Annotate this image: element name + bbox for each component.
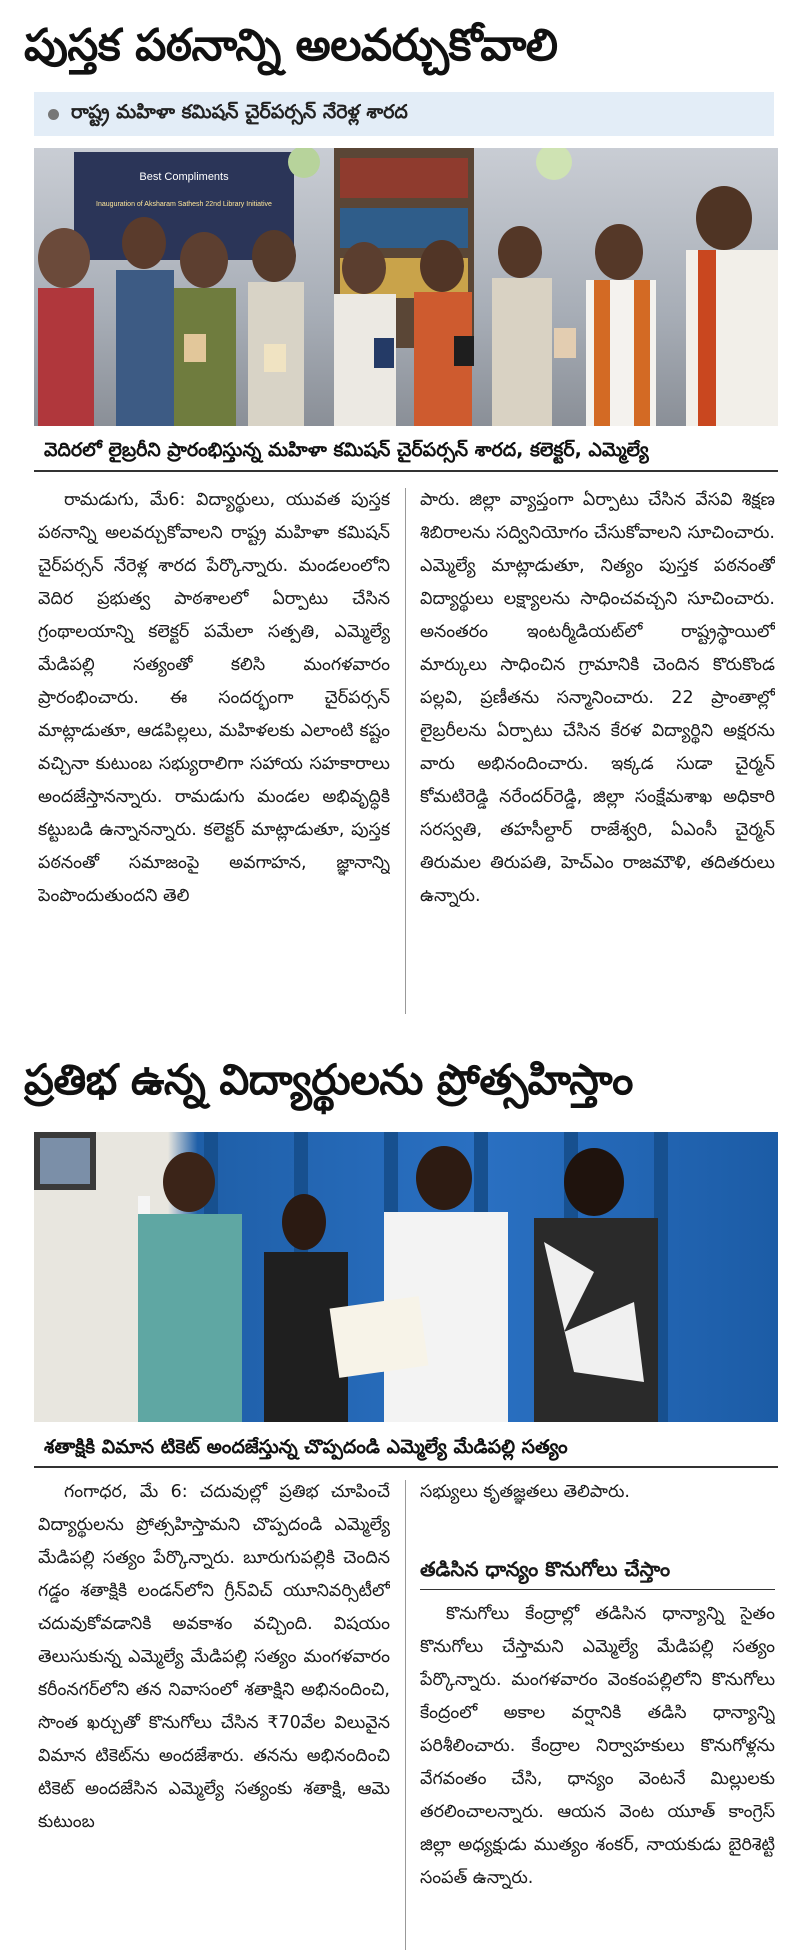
article2-photo (34, 1132, 778, 1422)
article2-photo-caption: శతాక్షికి విమాన టికెట్ అందజేస్తున్న చొప్పదండి ఎమ్మెల్యే మేడిపల్లి సత్యం (34, 1430, 778, 1468)
article2-column-1-text: గంగాధర, మే 6: చదువుల్లో ప్రతిభ చూపించే విద్యార్థులను ప్రోత్సహిస్తామని చొప్పదండి ఎమ్మెల్యే మేడిపల్లి సత్యం పేర్కొన్నారు. బూరుగుపల్లికి చెందిన గడ్డం శతాక్షికి లండన్‌లోని గ్రీన్‌విచ్ యూనివర్సిటీలో చదువుకోవడానికి అవకాశం వచ్చింది. విషయం తెలుసుకున్న ఎమ్మెల్యే మేడిపల్లి సత్యం మంగళవారం కరీంనగర్‌లోని తన నివాసంలో శతాక్షిని అభినందించి, సొంత ఖర్చుతో కొనుగోలు చేసిన ₹70వేల విలువైన విమాన టికెట్‌ను అందజేశారు. తనను అభినందించి టికెట్ అందజేసిన ఎమ్మెల్యే సత్యంకు శతాక్షి, ఆమె కుటుంబ (38, 1482, 390, 1832)
article2-column-1 (38, 1476, 390, 1956)
photo-banner-line-2: Inauguration of Aksharam Sathesh 22nd Library Initiative (96, 201, 272, 208)
article2-column-2-top: సభ్యులు కృతజ్ఞతలు తెలిపారు. (420, 1482, 630, 1502)
article1-column-1-text: రామడుగు, మే6: విద్యార్థులు, యువత పుస్తక పఠనాన్ని అలవర్చుకోవాలని రాష్ట్ర మహిళా కమిషన్ చైర్‌పర్సన్ నేరెళ్ల శారద పేర్కొన్నారు. మండలంలోని వెదిర ప్రభుత్వ పాఠశాలలో ఏర్పాటు చేసిన గ్రంథాలయాన్ని కలెక్టర్ పమేలా సత్పతి, ఎమ్మెల్యే మేడిపల్లి సత్యంతో కలిసి మంగళవారం ప్రారంభించారు. ఈ సందర్భంగా చైర్‌పర్సన్ మాట్లాడుతూ, ఆడపిల్లలు, మహిళలకు ఎలాంటి కష్టం వచ్చినా కుటుంబ సభ్యురాలిగా సహాయ సహకారాలు అందజేస్తానన్నారు. రామడుగు మండల అభివృద్ధికి కట్టుబడి ఉన్నానన్నారు. కలెక్టర్ మాట్లాడుతూ, పుస్తక పఠనంతో సమాజంపై అవగాహన, జ్ఞానాన్ని పెంపొందుతుందని తెలి (38, 490, 390, 906)
article2-column-2-body-text: కొనుగోలు కేంద్రాల్లో తడిసిన ధాన్యాన్ని సైతం కొనుగోలు చేస్తామని ఎమ్మెల్యే మేడిపల్లి సత్యం పేర్కొన్నారు. మంగళవారం వెంకంపల్లిలోని కొనుగోలు కేంద్రంలో అకాల వర్షానికి తడిసి ధాన్యాన్ని పరిశీలించారు. కేంద్రాల నిర్వాహకులు కొనుగోళ్లను వేగవంతం చేసి, ధాన్యం వెంటనే మిల్లులకు తరలించాలన్నారు. ఆయన వెంట యూత్ కాంగ్రెస్ జిల్లా అధ్యక్షుడు ముత్యం శంకర్, నాయకుడు బైరిశెట్టి సంపత్ ఉన్నారు. (420, 1604, 775, 1888)
article1-photo-caption: వెదిరలో లైబ్రరీని ప్రారంభిస్తున్న మహిళా కమిషన్ చైర్‌పర్సన్ శారద, కలెక్టర్, ఎమ్మెల్యే (34, 432, 778, 472)
photo-banner-line-1: Best Compliments (139, 171, 229, 183)
article2-column-2-body (420, 1598, 775, 1958)
article1-subdeck (34, 92, 774, 136)
article1-column-1 (38, 484, 390, 1020)
article2-headline: ప్రతిభ ఉన్న విద్యార్థులను ప్రోత్సహిస్తాం (24, 1055, 633, 1104)
article1-headline: పుస్తక పఠనాన్ని అలవర్చుకోవాలి (24, 20, 558, 71)
column-divider (405, 1480, 406, 1950)
article1-column-2: పారు. జిల్లా వ్యాప్తంగా ఏర్పాటు చేసిన వేసవి శిక్షణ శిబిరాలను సద్వినియోగం చేసుకోవాలని సూచించారు. ఎమ్మెల్యే మాట్లాడుతూ, నిత్యం పుస్తక పఠనంతో విద్యార్థులు లక్ష్యాలను సాధించవచ్చని సూచించారు. అనంతరం ఇంటర్మీడియట్‌లో రాష్ట్రస్థాయిలో మార్కులు సాధించిన గ్రామానికి చెందిన కొరుకొండ పల్లవి, ప్రణీతను సన్మానించారు. 22 ప్రాంతాల్లో లైబ్రరీలను ఏర్పాటు చేసిన కేరళ విద్యార్థిని అక్షరను వారు అభినందించారు. ఇక్కడ సుడా చైర్మన్ కోమటిరెడ్డి నరేందర్‌రెడ్డి, జిల్లా సంక్షేమశాఖ అధికారి సరస్వతి, తహసీల్దార్ రాజేశ్వరి, ఏఎంసీ చైర్మన్ తిరుమల తిరుపతి, హెచ్ఎం రాజమౌళి, తదితరులు ఉన్నారు. (420, 490, 775, 906)
subdeck-text: రాష్ట్ర మహిళా కమిషన్ చైర్‌పర్సన్ నేరెళ్ల శారద (71, 100, 408, 123)
column-divider (405, 488, 406, 1014)
ticket-handover-photo (34, 1132, 778, 1422)
library-inauguration-photo (34, 148, 778, 426)
bullet-icon (48, 109, 59, 120)
article2-subhead: తడిసిన ధాన్యం కొనుగోలు చేస్తాం (420, 1548, 775, 1590)
article1-photo (34, 148, 778, 426)
